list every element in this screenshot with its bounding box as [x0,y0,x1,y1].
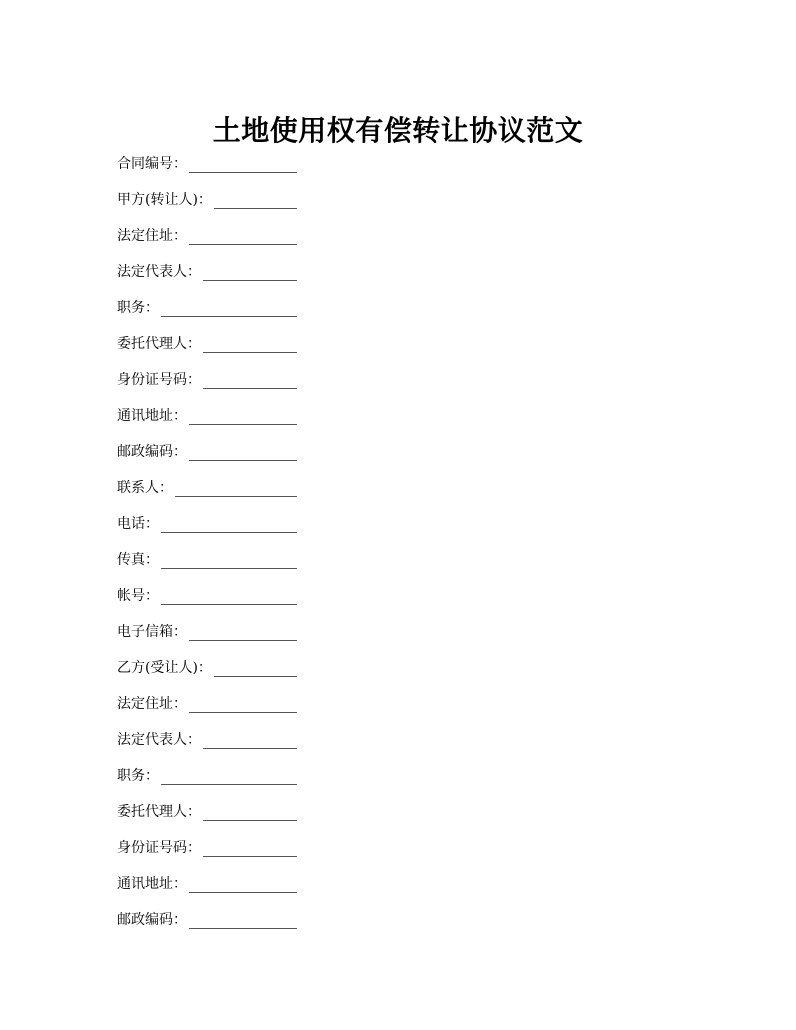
field-label: 电子信箱： [117,624,187,640]
field-party-a-agent [117,326,297,362]
field-party-a-account [117,578,297,614]
field-party-a-position [117,290,297,326]
blank-line [203,740,297,749]
field-label: 委托代理人： [117,336,201,352]
field-label: 帐号： [117,588,159,604]
field-label: 身份证号码： [117,840,201,856]
field-party-a [117,182,297,218]
blank-line [189,884,297,893]
blank-line [189,452,297,461]
field-party-b-agent [117,794,297,830]
field-label: 通讯地址： [117,408,187,424]
field-party-b-address [117,686,297,722]
document-title: 土地使用权有偿转让协议范文 [212,113,584,147]
field-label: 委托代理人： [117,804,201,820]
field-party-a-phone [117,506,297,542]
blank-line [203,812,297,821]
field-label: 联系人： [117,480,173,496]
field-label: 身份证号码： [117,372,201,388]
blank-line [203,848,297,857]
field-label: 乙方(受让人)： [117,660,212,676]
field-party-a-postal-code [117,434,297,470]
field-label: 法定代表人： [117,264,201,280]
field-label: 法定代表人： [117,732,201,748]
field-party-b-mailing-address [117,866,297,902]
blank-line [189,704,297,713]
field-label: 邮政编码： [117,444,187,460]
blank-line [214,668,297,677]
field-contract-number [117,146,297,182]
field-party-b-legal-rep [117,722,297,758]
field-label: 通讯地址： [117,876,187,892]
blank-line [203,380,297,389]
field-party-b-postal-code [117,902,297,938]
field-party-a-id-number [117,362,297,398]
field-party-a-fax [117,542,297,578]
field-label: 法定住址： [117,228,187,244]
field-label: 职务： [117,300,159,316]
field-party-a-mailing-address [117,398,297,434]
field-label: 合同编号： [117,156,187,172]
blank-line [161,308,297,317]
blank-line [189,416,297,425]
blank-line [214,200,297,209]
blank-line [175,488,297,497]
blank-line [203,272,297,281]
blank-line [203,344,297,353]
field-party-a-legal-rep [117,254,297,290]
blank-line [189,236,297,245]
blank-line [189,920,297,929]
field-label: 邮政编码： [117,912,187,928]
field-label: 法定住址： [117,696,187,712]
field-label: 职务： [117,768,159,784]
field-label: 电话： [117,516,159,532]
blank-line [189,164,297,173]
field-party-b-position [117,758,297,794]
blank-line [161,776,297,785]
field-party-b [117,650,297,686]
blank-line [161,524,297,533]
field-label: 传真： [117,552,159,568]
field-label: 甲方(转让人)： [117,192,212,208]
field-party-a-email [117,614,297,650]
blank-line [161,560,297,569]
blank-line [161,596,297,605]
party-info-fields [117,146,297,938]
blank-line [189,632,297,641]
field-party-a-contact [117,470,297,506]
field-party-b-id-number [117,830,297,866]
field-party-a-address [117,218,297,254]
